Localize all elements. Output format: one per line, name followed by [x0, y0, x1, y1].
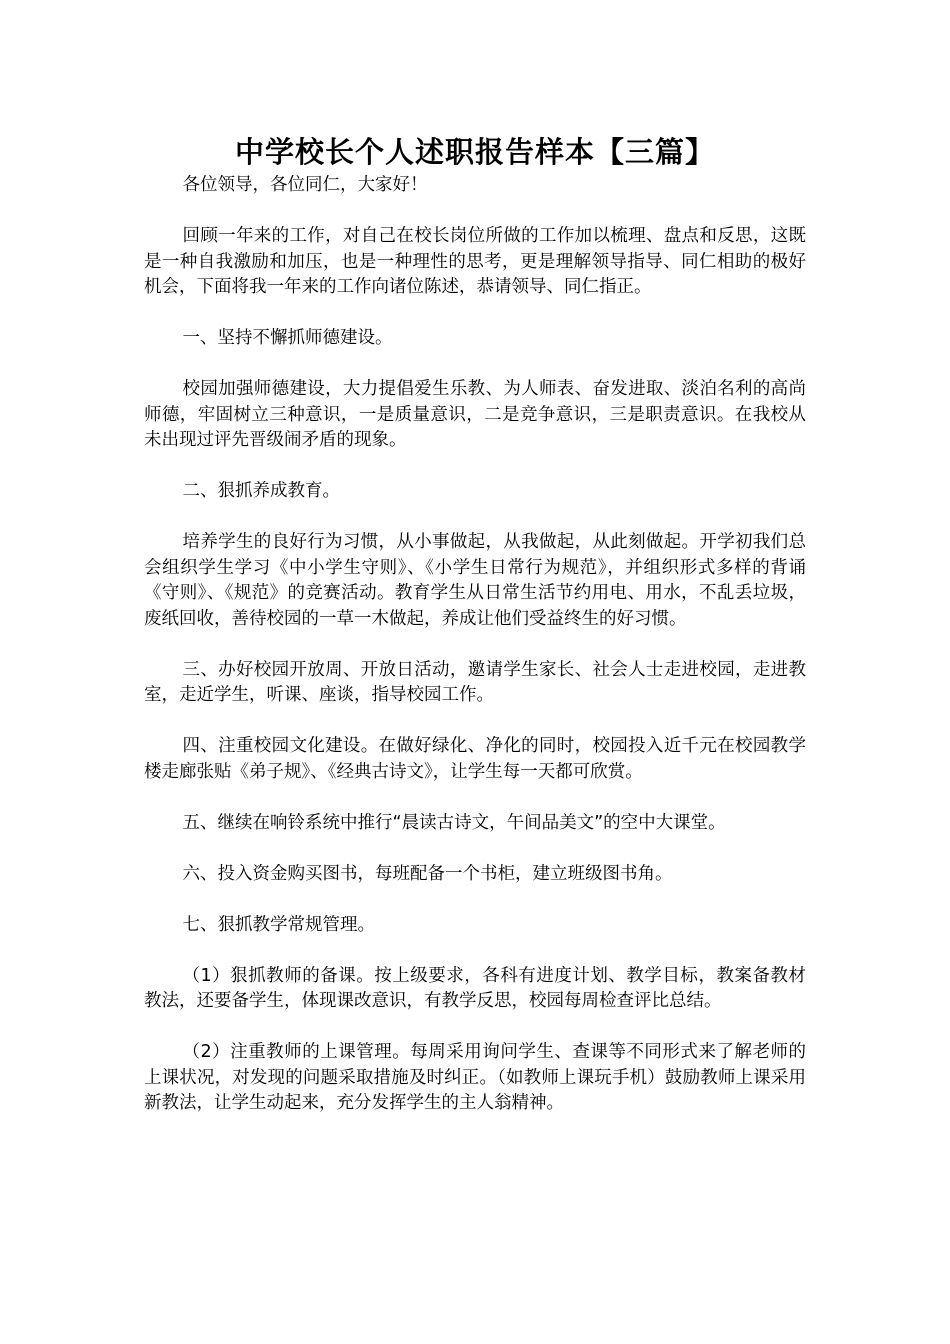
section-item-6: 六、投入资金购买图书，每班配备一个书柜，建立班级图书角。: [182, 863, 673, 884]
document-title: 中学校长个人述职报告样本【三篇】: [234, 135, 715, 169]
section-heading-1: 一、坚持不懈抓师德建设。: [182, 328, 393, 348]
section-item-5: 五、继续在响铃系统中推行“晨读古诗文，午间品美文”的空中大课堂。: [182, 812, 726, 833]
body-paragraph: 培养学生的良好行为习惯，从小事做起，从我做起，从此刻做起。开学初我们总会组织学生学习《中小学生守则》、《小学生日常行为规范》，并组织形式多样的背诵《守则》、《规范》的竞赛活动。教育学生从日常生活节约用电、用水，不乱丢垃圾，废纸回收，善待校园的一草一木做起，养成让他们受益终生的好习惯。: [144, 532, 806, 629]
body-paragraph: 校园加强师德建设，大力提倡爱生乐教、为人师表、奋发进取、淡泊名利的高尚师德，牢固树立三种意识，一是质量意识，二是竞争意识，三是职责意识。在我校从未出现过评先晋级闹矛盾的现象。: [144, 379, 806, 450]
intro-paragraph: 回顾一年来的工作，对自己在校长岗位所做的工作加以梳理、盘点和反思，这既是一种自我激励和加压，也是一种理性的思考，更是理解领导指导、同仁相助的极好机会，下面将我一年来的工作向诸位陈述，恭请领导、同仁指正。: [144, 226, 806, 297]
document-body: [144, 173, 806, 1142]
sub-item-2: （2）注重教师的上课管理。每周采用询问学生、查课等不同形式来了解老师的上课状况，对发现的问题采取措施及时纠正。（如教师上课玩手机）鼓励教师上课采用新教法，让学生动起来，充分发挥学生的主人翁精神。: [144, 1042, 806, 1113]
greeting-paragraph: 各位领导，各位同仁，大家好！: [182, 175, 428, 195]
section-item-3: 三、办好校园开放周、开放日活动，邀请学生家长、社会人士走进校园，走进教室，走近学生，听课、座谈，指导校园工作。: [144, 659, 806, 705]
section-heading-7: 七、狠抓教学常规管理。: [182, 914, 375, 935]
section-heading-2: 二、狠抓养成教育。: [182, 481, 340, 501]
sub-item-1: （1）狠抓教师的备课。按上级要求，各科有进度计划、教学目标，教案备教材教法，还要备学生，体现课改意识，有教学反思，校园每周检查评比总结。: [144, 965, 806, 1011]
section-item-4: 四、注重校园文化建设。在做好绿化、净化的同时，校园投入近千元在校园教学楼走廊张贴《弟子规》、《经典古诗文》，让学生每一天都可欣赏。: [144, 736, 806, 782]
